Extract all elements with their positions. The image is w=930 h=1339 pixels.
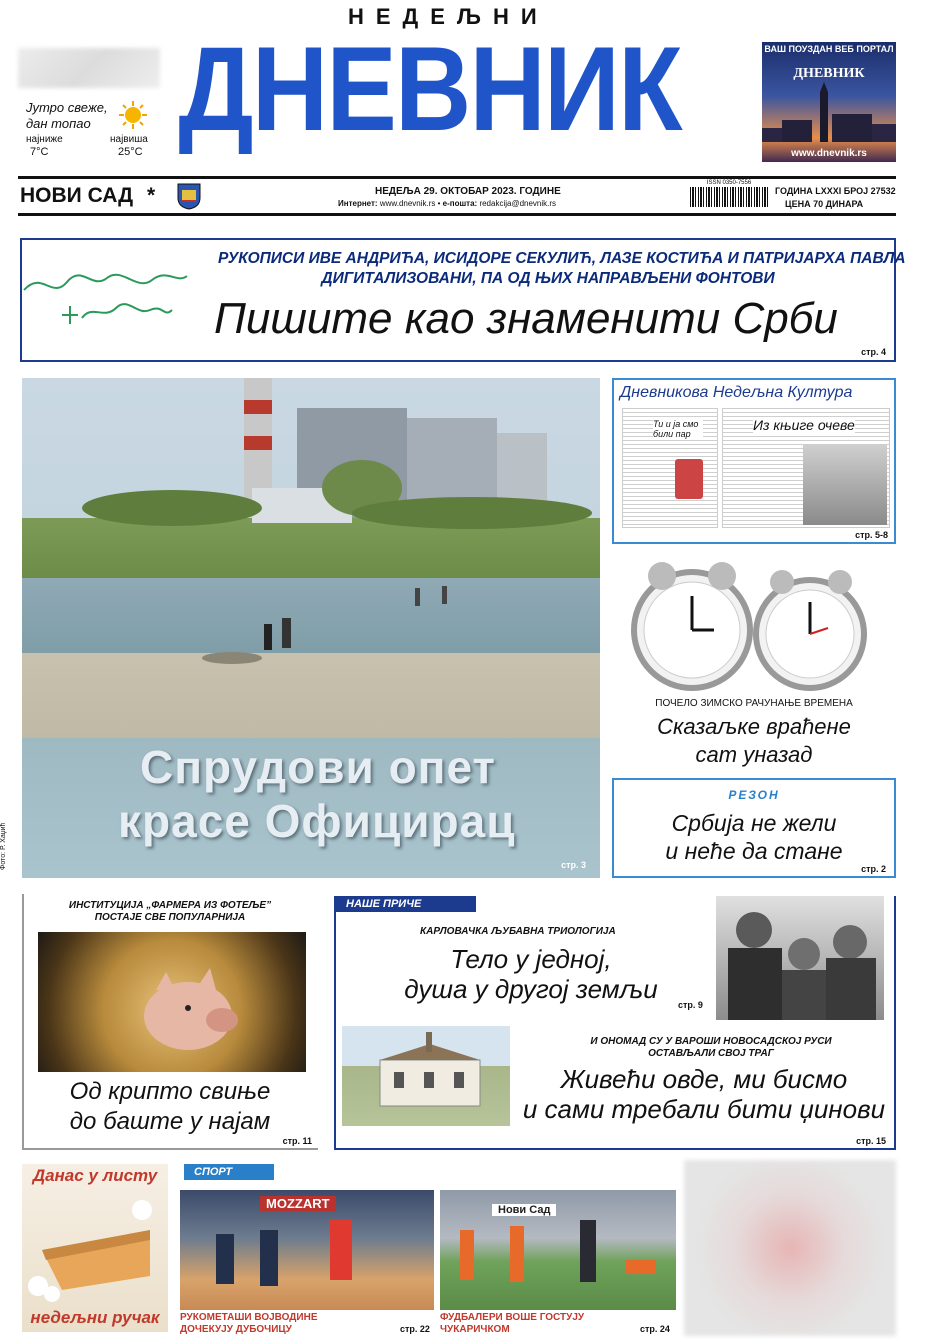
crypto-page: стр. 11 <box>282 1136 312 1146</box>
clock-kicker: ПОЧЕЛО ЗИМСКО РАЧУНАЊЕ ВРЕМЕНА <box>655 698 853 709</box>
story1-kicker: КАРЛОВАЧКА ЉУБАВНА ТРИОЛОГИЈА <box>420 926 616 937</box>
sport-photo1-banner: MOZZART <box>260 1196 336 1211</box>
blurred-ad-bottom-right <box>684 1160 896 1336</box>
internet-link[interactable]: www.dnevnik.rs <box>379 199 436 208</box>
sport-tag: СПОРТ <box>184 1164 274 1180</box>
sun-icon <box>118 100 148 130</box>
handwriting-font-sample <box>12 260 192 330</box>
crypto-pig-image <box>38 932 306 1072</box>
portal-ad <box>762 42 896 162</box>
clock-headline-1[interactable]: Сказаљке враћене <box>657 714 851 739</box>
story2-kicker-2: ОСТАВЉАЛИ СВОЈ ТРАГ <box>648 1048 774 1059</box>
story2-building-photo <box>342 1026 510 1126</box>
weather-low-value: 7°C <box>30 146 49 158</box>
sport-story1-page: стр. 22 <box>400 1324 430 1334</box>
dateline-date: НЕДЕЉА 29. ОКТОБАР 2023. ГОДИНЕ <box>375 186 561 197</box>
crypto-kicker-2: ПОСТАЈЕ СВЕ ПОПУЛАРНИЈА <box>94 912 246 923</box>
culture-right-photo <box>803 445 887 525</box>
weather-line2: дан топао <box>26 116 91 131</box>
story1-family-photo <box>716 896 884 1020</box>
clock-photo[interactable] <box>622 558 886 694</box>
dateline-bottom-rule <box>18 213 896 216</box>
sport-photo-football[interactable] <box>440 1190 676 1310</box>
rezon-kicker: РЕЗОН <box>728 788 780 802</box>
weather-high-value: 25°C <box>118 146 143 158</box>
main-photo-page: стр. 3 <box>561 860 586 870</box>
blurred-ad-top-left <box>18 48 160 88</box>
barcode-image <box>690 187 768 207</box>
dateline-star: * <box>147 184 156 207</box>
story2-headline-1[interactable]: Живећи овде, ми бисмо <box>560 1064 848 1094</box>
crypto-headline-2: до баште у најам <box>69 1108 271 1135</box>
issn-barcode <box>690 180 768 212</box>
culture-left-teaser: Ти и ја смо били пар <box>653 419 703 439</box>
culture-right-teaser: Из књиге очеве <box>753 417 855 433</box>
dateline-city: НОВИ САД <box>20 184 134 207</box>
top-story-kicker-1: РУКОПИСИ ИВЕ АНДРИЋА, ИСИДОРЕ СЕКУЛИЋ, ЛАЗЕ КОСТИЋА И ПАТРИЈАРХА ПАВЛА <box>218 250 906 267</box>
rezon-box[interactable] <box>612 778 896 878</box>
email-label: е-пошта: <box>442 199 478 208</box>
dateline-contacts: Интернет: www.dnevnik.rs • е-пошта: redakcija@dnevnik.rs <box>338 199 557 208</box>
story2-headline-2[interactable]: и сами требали бити џинови <box>522 1094 886 1124</box>
masthead-supertitle: НЕДЕЉНИ <box>348 4 549 29</box>
top-story-kicker-2: ДИГИТАЛИЗОВАНИ, ПА ОД ЊИХ НАПРАВЉЕНИ ФОНТОВИ <box>321 270 775 287</box>
portal-ad-line1: ВАШ ПОУЗДАН ВЕБ ПОРТАЛ <box>764 44 894 54</box>
walkers-on-sandbar <box>22 578 600 718</box>
our-stories-tag: НАШЕ ПРИЧЕ <box>336 896 476 912</box>
pie-dessert-image <box>22 1190 168 1310</box>
culture-page: стр. 5-8 <box>855 530 888 540</box>
culture-thumbnail-right <box>722 408 890 528</box>
story2-kicker-1: И ОНОМАД СУ У ВАРОШИ НОВОСАДСКОЈ РУСИ <box>590 1036 832 1047</box>
sport-story2-page: стр. 24 <box>640 1324 670 1334</box>
sport-story1-line1[interactable]: РУКОМЕТАШИ ВОЈВОДИНЕ <box>180 1312 318 1323</box>
story2-page: стр. 15 <box>856 1136 886 1146</box>
weather-high-label: највиша <box>110 134 148 145</box>
dateline-issue: ГОДИНА LXXXI БРОЈ 27532 <box>775 186 896 196</box>
weather-low-label: најниже <box>26 134 63 145</box>
crypto-kicker-1: ИНСТИТУЦИЈА „ФАРМЕРА ИЗ ФОТЕЉЕ” <box>68 900 272 911</box>
clock-headline-2[interactable]: сат уназад <box>695 742 813 767</box>
rezon-headline-2: и неће да стане <box>665 838 843 864</box>
masthead-title: ДНЕВНИК <box>178 22 681 156</box>
sport-section <box>180 1164 676 1336</box>
rezon-headline-1: Србија не жели <box>671 810 837 836</box>
crypto-headline-1: Од крипто свиње <box>69 1078 271 1105</box>
rezon-page: стр. 2 <box>861 864 886 874</box>
sport-story2-line2[interactable]: ЧУКАРИЧКОМ <box>440 1324 510 1335</box>
story1-headline-1[interactable]: Тело у једној, <box>450 944 612 974</box>
weather-box <box>18 96 160 162</box>
today-line2: недељни ручак <box>30 1308 160 1327</box>
today-line1: Данас у листу <box>32 1166 158 1185</box>
crypto-box[interactable] <box>22 894 318 1150</box>
issn-text: ISSN 0350-7556 <box>706 180 752 186</box>
weather-line1: Јутро свеже, <box>26 100 108 115</box>
story1-page: стр. 9 <box>678 1000 703 1010</box>
top-story-page: стр. 4 <box>861 347 886 357</box>
main-photo-headline-2: красе Официрац <box>118 795 516 847</box>
story1-headline-2[interactable]: душа у другој земљи <box>404 974 658 1004</box>
portal-ad-name: ДНЕВНИК <box>793 66 865 81</box>
portal-ad-url[interactable]: www.dnevnik.rs <box>791 148 867 159</box>
internet-label: Интернет: <box>338 199 378 208</box>
our-stories-box <box>334 896 896 1150</box>
sport-photo2-banner: Нови Сад <box>492 1204 556 1216</box>
email-link[interactable]: redakcija@dnevnik.rs <box>479 199 557 208</box>
city-crest-icon <box>176 182 202 210</box>
top-story-headline[interactable]: Пишите као знаменити Срби <box>214 294 838 343</box>
culture-thumbnail-left <box>622 408 718 528</box>
today-box[interactable] <box>22 1164 168 1332</box>
culture-left-photo <box>675 459 703 499</box>
top-story-box[interactable] <box>20 238 906 362</box>
sport-story2-line1[interactable]: ФУДБАЛЕРИ ВОШЕ ГОСТУЈУ <box>440 1312 585 1323</box>
main-photo[interactable] <box>22 378 600 878</box>
main-photo-headline-1: Спрудови опет <box>140 741 496 793</box>
city-skyline-image <box>762 82 896 152</box>
culture-title: Дневникова Недељна Култура <box>620 384 853 401</box>
photo-credit: Фото: Р. Хаџић <box>0 822 7 870</box>
sport-story1-line2[interactable]: ДОЧЕКУЈУ ДУБОЧИЦУ <box>180 1324 292 1335</box>
dateline-price: ЦЕНА 70 ДИНАРА <box>785 199 864 209</box>
dateline-top-rule <box>18 176 896 179</box>
sport-photo-handball[interactable] <box>180 1190 434 1310</box>
culture-box[interactable] <box>612 378 896 544</box>
